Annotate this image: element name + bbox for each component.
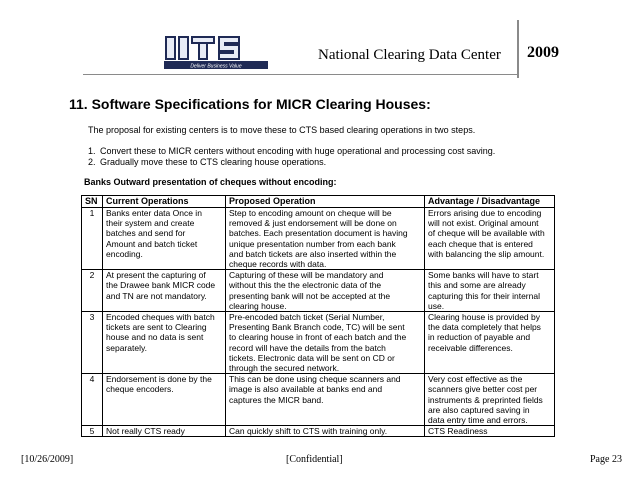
intro-text: The proposal for existing centers is to move these to CTS based clearing operations in two steps. bbox=[88, 125, 476, 135]
cell-line: batches and send for bbox=[106, 228, 186, 239]
cell-line: scanners give better cost per bbox=[428, 384, 538, 395]
cell-line: cheque encoders. bbox=[106, 384, 174, 395]
cell-line: Step to encoding amount on cheque will be bbox=[229, 208, 392, 218]
step-item bbox=[88, 157, 495, 168]
cell-line: cheque records with data. bbox=[229, 259, 327, 270]
cell-advantage bbox=[425, 312, 555, 374]
cell-line: of cheque will be available with bbox=[428, 228, 545, 239]
cell-line: in reduction of payable and bbox=[428, 332, 531, 343]
cell-advantage bbox=[425, 208, 555, 270]
cell-sn: 1 bbox=[82, 208, 103, 270]
cell-line: with balancing the slip amount. bbox=[428, 248, 545, 259]
cell-advantage bbox=[425, 426, 555, 437]
cell-line: batches. Each presentation document is having bbox=[229, 228, 408, 239]
cell-line: captures the MICR band. bbox=[229, 394, 324, 405]
cell-line: Banks enter data Once in bbox=[106, 208, 202, 218]
header-current: Current Operations bbox=[103, 196, 226, 208]
cell-line: through the secured network. bbox=[229, 363, 340, 374]
logo-tagline: Deliver Business Value bbox=[190, 63, 242, 70]
cell-line: are also captured saving in bbox=[428, 404, 530, 415]
step-item bbox=[88, 146, 495, 157]
cell-line: instruments & preprinted fields bbox=[428, 394, 543, 405]
step-text: Gradually move these to CTS clearing house operations. bbox=[100, 157, 327, 167]
footer-date: [10/26/2009] bbox=[21, 454, 74, 465]
cell-line: data entry time and errors. bbox=[428, 415, 528, 426]
header-sn: SN bbox=[82, 196, 103, 208]
cell-sn: 3 bbox=[82, 312, 103, 374]
cell-line: tickets are sent to Clearing bbox=[106, 322, 207, 333]
cell-line: and TN are not mandatory. bbox=[106, 290, 207, 301]
cell-line: will not exist. Original amount bbox=[428, 218, 539, 229]
header-proposed: Proposed Operation bbox=[226, 196, 425, 208]
cell-line: Errors arising due to encoding bbox=[428, 208, 542, 218]
cell-line: CTS Readiness bbox=[428, 426, 488, 437]
cell-line: house and no data is sent bbox=[106, 332, 204, 343]
table-body bbox=[82, 208, 555, 437]
subheading: Banks Outward presentation of cheques without encoding: bbox=[84, 177, 337, 187]
cell-line: to clearing house in front of each batch and the bbox=[229, 332, 407, 343]
table-row bbox=[82, 426, 555, 437]
cell-line: Pre-encoded batch ticket (Serial Number, bbox=[229, 312, 385, 323]
header-year: 2009 bbox=[527, 44, 559, 61]
cell-line: Clearing house is provided by bbox=[428, 312, 540, 323]
iits-logo bbox=[163, 33, 269, 71]
table-row bbox=[82, 208, 555, 270]
cell-line: Encoded cheques with batch bbox=[106, 312, 215, 323]
cell-proposed bbox=[226, 426, 425, 437]
cell-line: use. bbox=[428, 300, 445, 311]
cell-proposed bbox=[226, 374, 425, 426]
cell-line: Capturing of these will be mandatory and bbox=[229, 270, 384, 281]
header-divider-horizontal bbox=[83, 74, 519, 75]
cell-line: Amount and batch ticket bbox=[106, 238, 198, 249]
cell-sn: 4 bbox=[82, 374, 103, 426]
cell-sn: 2 bbox=[82, 270, 103, 312]
steps-list bbox=[88, 146, 495, 168]
cell-line: clearing house. bbox=[229, 300, 287, 311]
cell-line: tickets. Electronic data will be sent on CD or bbox=[229, 352, 395, 363]
cell-line: this and some are already bbox=[428, 280, 526, 291]
cell-line: receivable differences. bbox=[428, 342, 513, 353]
cell-advantage bbox=[425, 374, 555, 426]
cell-current bbox=[103, 270, 226, 312]
spec-table bbox=[81, 195, 555, 437]
header-advantage: Advantage / Disadvantage bbox=[425, 196, 555, 208]
cell-sn: 5 bbox=[82, 426, 103, 437]
cell-current bbox=[103, 208, 226, 270]
cell-line: image is also available at banks end and bbox=[229, 384, 383, 395]
header-divider-vertical bbox=[517, 20, 519, 78]
table-header-row bbox=[82, 196, 555, 208]
cell-line: each cheque that is entered bbox=[428, 238, 533, 249]
cell-line: the data completely that helps bbox=[428, 322, 541, 333]
step-number: 2. bbox=[88, 157, 96, 167]
cell-line: capturing this for their internal bbox=[428, 290, 540, 301]
cell-line: their system and create bbox=[106, 218, 195, 229]
cell-line: unique presentation number from each bank bbox=[229, 238, 396, 249]
footer-page-number: Page 23 bbox=[590, 454, 622, 465]
cell-proposed bbox=[226, 208, 425, 270]
cell-current bbox=[103, 312, 226, 374]
cell-proposed bbox=[226, 270, 425, 312]
cell-line: the Drawee bank MICR code bbox=[106, 280, 216, 291]
cell-line: presenting bank will not be accepted at the bbox=[229, 290, 391, 301]
footer-confidential: [Confidential] bbox=[286, 454, 343, 465]
cell-line: At present the capturing of bbox=[106, 270, 206, 281]
cell-line: removed & just endorsement will be done on bbox=[229, 218, 397, 229]
cell-line: encoding. bbox=[106, 248, 143, 259]
table-row bbox=[82, 374, 555, 426]
section-heading: 11. Software Specifications for MICR Clearing Houses: bbox=[69, 96, 431, 112]
cell-proposed bbox=[226, 312, 425, 374]
center-name: National Clearing Data Center bbox=[318, 47, 501, 63]
table-row bbox=[82, 270, 555, 312]
cell-line: and batch tickets are also inserted within the bbox=[229, 248, 397, 259]
table-row bbox=[82, 312, 555, 374]
cell-line: Some banks will have to start bbox=[428, 270, 539, 281]
cell-line: Presenting Bank Branch code, TC) will be sent bbox=[229, 322, 405, 333]
cell-current bbox=[103, 374, 226, 426]
cell-line: This can be done using cheque scanners and bbox=[229, 374, 401, 385]
cell-line: Can quickly shift to CTS with training only. bbox=[229, 426, 388, 437]
cell-line: separately. bbox=[106, 342, 147, 353]
step-number: 1. bbox=[88, 146, 96, 156]
cell-current bbox=[103, 426, 226, 437]
cell-line: without this the the electronic data of the bbox=[229, 280, 382, 291]
cell-line: Very cost effective as the bbox=[428, 374, 523, 385]
cell-line: Endorsement is done by the bbox=[106, 374, 212, 385]
cell-advantage bbox=[425, 270, 555, 312]
cell-line: record will have the details from the batch bbox=[229, 342, 386, 353]
cell-line: Not really CTS ready bbox=[106, 426, 185, 437]
step-text: Convert these to MICR centers without encoding with huge operational and processing cost saving. bbox=[100, 146, 496, 156]
